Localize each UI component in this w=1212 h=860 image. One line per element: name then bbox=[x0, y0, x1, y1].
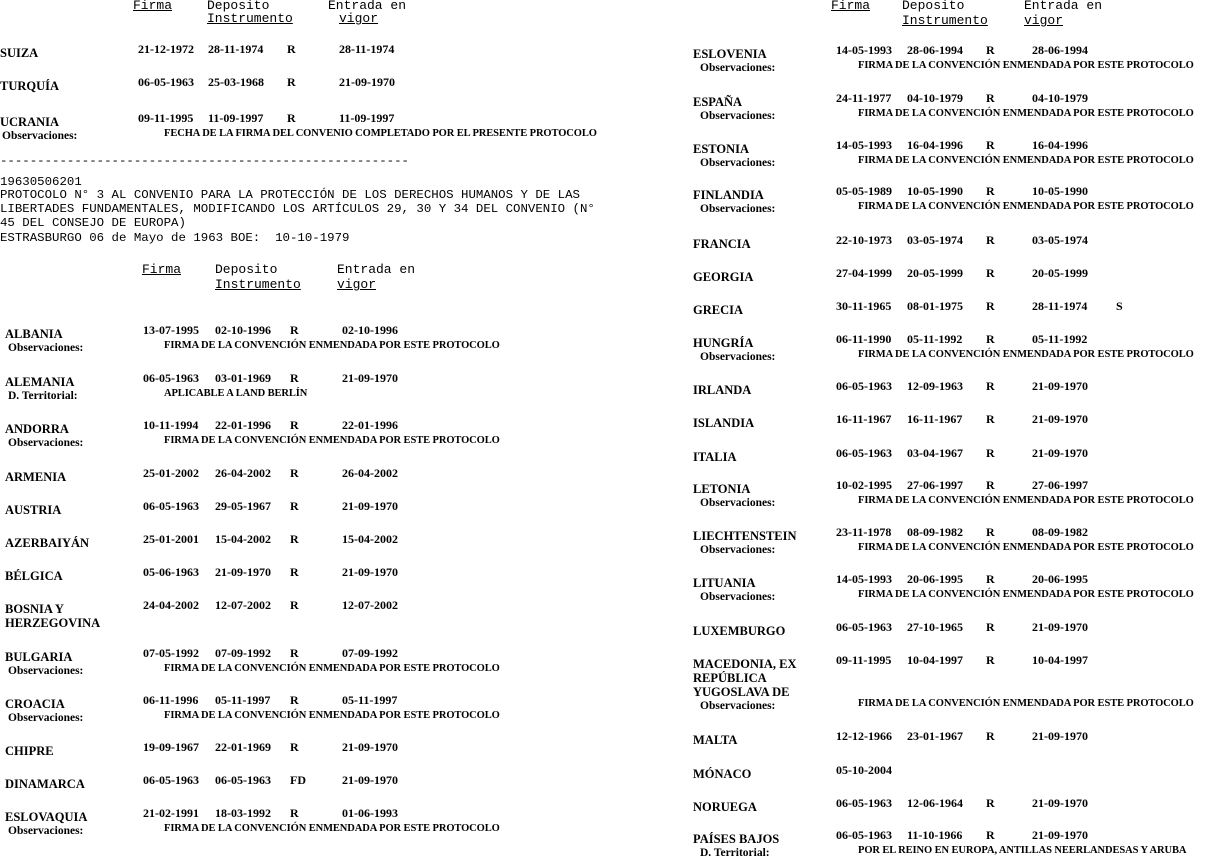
cell-firma: 06-11-1990 bbox=[836, 332, 892, 346]
cell-firma: 09-11-1995 bbox=[138, 111, 194, 125]
column-header-entrada-2: Entrada en bbox=[337, 262, 416, 277]
observations-text: FIRMA DE LA CONVENCIÓN ENMENDADA POR ESTE PROTOCOLO bbox=[858, 155, 1194, 166]
cell-deposito: 26-04-2002 bbox=[215, 466, 271, 480]
cell-tipo: R bbox=[290, 806, 299, 820]
cell-deposito: 25-03-1968 bbox=[208, 75, 264, 89]
country-name-line: AUSTRIA bbox=[5, 503, 62, 517]
cell-deposito: 10-05-1990 bbox=[907, 184, 963, 198]
column-header-instrumento: Instrumento bbox=[207, 11, 293, 26]
country-name-line: ESTONIA bbox=[693, 142, 750, 156]
cell-firma: 10-02-1995 bbox=[836, 478, 892, 492]
country-name-line: ALBANIA bbox=[5, 327, 63, 341]
cell-deposito: 28-06-1994 bbox=[907, 43, 963, 57]
observations-label: Observaciones: bbox=[700, 110, 776, 122]
cell-firma: 22-10-1973 bbox=[836, 233, 892, 247]
country-name-line: ITALIA bbox=[693, 450, 737, 464]
column-header-vigor-2: vigor bbox=[337, 277, 377, 292]
cell-firma: 21-12-1972 bbox=[138, 42, 194, 56]
cell-tipo: R bbox=[986, 91, 995, 105]
country-name bbox=[693, 336, 753, 350]
cell-firma: 14-05-1993 bbox=[836, 43, 892, 57]
separator-line: ------------------------------------------------------- bbox=[0, 154, 409, 168]
cell-deposito: 03-05-1974 bbox=[907, 233, 963, 247]
cell-tipo: R bbox=[986, 266, 995, 280]
cell-vigor: 12-07-2002 bbox=[342, 598, 398, 612]
cell-tipo: R bbox=[287, 42, 296, 56]
cell-firma: 10-11-1994 bbox=[143, 418, 199, 432]
country-name bbox=[693, 237, 751, 251]
observations-text: FIRMA DE LA CONVENCIÓN ENMENDADA POR ESTE PROTOCOLO bbox=[164, 663, 500, 674]
cell-vigor: 01-06-1993 bbox=[342, 806, 398, 820]
cell-tipo: R bbox=[290, 565, 299, 579]
cell-firma: 06-05-1963 bbox=[138, 75, 194, 89]
cell-vigor: 21-09-1970 bbox=[1032, 620, 1088, 634]
country-name-line: HUNGRÍA bbox=[693, 336, 754, 350]
cell-tipo: R bbox=[986, 43, 995, 57]
country-name-line: LETONIA bbox=[693, 482, 751, 496]
treaty-title-line-1: PROTOCOLO N° 3 AL CONVENIO PARA LA PROTECCIÓN DE LOS DERECHOS HUMANOS Y DE LAS bbox=[0, 188, 580, 202]
observations-text: FIRMA DE LA CONVENCIÓN ENMENDADA POR ESTE PROTOCOLO bbox=[858, 495, 1194, 506]
country-name-line: REPÚBLICA bbox=[693, 671, 767, 685]
observations-label: Observaciones: bbox=[700, 497, 776, 509]
country-name bbox=[693, 450, 737, 464]
cell-deposito: 08-09-1982 bbox=[907, 525, 963, 539]
cell-extra: S bbox=[1116, 299, 1123, 313]
cell-firma: 06-05-1963 bbox=[836, 446, 892, 460]
cell-firma: 14-05-1993 bbox=[836, 138, 892, 152]
country-name bbox=[5, 810, 87, 824]
treaty-code: 19630506201 bbox=[0, 175, 82, 189]
observations-label: Observaciones: bbox=[700, 591, 776, 603]
observations-label: Observaciones: bbox=[700, 700, 776, 712]
cell-firma: 06-05-1963 bbox=[836, 796, 892, 810]
cell-firma: 06-05-1963 bbox=[836, 620, 892, 634]
cell-deposito: 28-11-1974 bbox=[208, 42, 264, 56]
country-name-line: AZERBAIYÁN bbox=[5, 536, 90, 550]
country-name bbox=[693, 576, 756, 590]
cell-deposito: 23-01-1967 bbox=[907, 729, 963, 743]
cell-vigor: 21-09-1970 bbox=[342, 740, 398, 754]
country-name bbox=[5, 569, 63, 583]
treaty-title-line-3: 45 DEL CONSEJO DE EUROPA) bbox=[0, 216, 186, 230]
cell-tipo: R bbox=[986, 729, 995, 743]
country-name bbox=[0, 46, 38, 60]
observations-text: FIRMA DE LA CONVENCIÓN ENMENDADA POR ESTE PROTOCOLO bbox=[858, 108, 1194, 119]
column-header-firma-2: Firma bbox=[142, 262, 182, 277]
cell-firma: 23-11-1978 bbox=[836, 525, 892, 539]
observations-label: Observaciones: bbox=[2, 130, 78, 142]
cell-firma: 06-11-1996 bbox=[143, 693, 199, 707]
cell-tipo: R bbox=[290, 466, 299, 480]
cell-tipo: R bbox=[986, 379, 995, 393]
cell-deposito: 27-06-1997 bbox=[907, 478, 963, 492]
cell-vigor: 10-04-1997 bbox=[1032, 653, 1088, 667]
country-name-line: YUGOSLAVA DE bbox=[693, 685, 790, 699]
cell-firma: 30-11-1965 bbox=[836, 299, 892, 313]
country-name-line: TURQUÍA bbox=[0, 79, 60, 93]
country-name-line: FINLANDIA bbox=[693, 188, 764, 202]
cell-vigor: 27-06-1997 bbox=[1032, 478, 1088, 492]
cell-deposito: 05-11-1992 bbox=[907, 332, 963, 346]
country-name bbox=[0, 115, 59, 129]
observations-text: FIRMA DE LA CONVENCIÓN ENMENDADA POR ESTE PROTOCOLO bbox=[858, 349, 1194, 360]
cell-firma: 16-11-1967 bbox=[836, 412, 892, 426]
cell-vigor: 21-09-1970 bbox=[1032, 828, 1088, 842]
country-name bbox=[693, 733, 737, 747]
cell-tipo: R bbox=[986, 184, 995, 198]
cell-firma: 13-07-1995 bbox=[143, 323, 199, 337]
observations-label: Observaciones: bbox=[700, 62, 776, 74]
cell-deposito: 22-01-1996 bbox=[215, 418, 271, 432]
cell-tipo: R bbox=[290, 646, 299, 660]
country-name-line: PAÍSES BAJOS bbox=[693, 832, 780, 846]
observations-text: FIRMA DE LA CONVENCIÓN ENMENDADA POR ESTE PROTOCOLO bbox=[164, 823, 500, 834]
column-header-entrada: Entrada en bbox=[328, 0, 407, 13]
country-name-line: ESLOVAQUIA bbox=[5, 810, 88, 824]
cell-tipo: R bbox=[290, 598, 299, 612]
cell-tipo: R bbox=[290, 371, 299, 385]
country-name-line: MALTA bbox=[693, 733, 738, 747]
country-name-line: GRECIA bbox=[693, 303, 744, 317]
cell-deposito: 20-06-1995 bbox=[907, 572, 963, 586]
country-name bbox=[693, 95, 742, 109]
cell-tipo: R bbox=[290, 499, 299, 513]
cell-vigor: 21-09-1970 bbox=[1032, 379, 1088, 393]
cell-tipo: R bbox=[986, 299, 995, 313]
observations-text: FIRMA DE LA CONVENCIÓN ENMENDADA POR ESTE PROTOCOLO bbox=[164, 710, 500, 721]
country-name-line: MÓNACO bbox=[693, 767, 752, 781]
column-header-deposito-2: Deposito bbox=[215, 262, 278, 277]
cell-tipo: R bbox=[986, 332, 995, 346]
cell-vigor: 05-11-1992 bbox=[1032, 332, 1088, 346]
cell-deposito: 05-11-1997 bbox=[215, 693, 271, 707]
cell-tipo: R bbox=[290, 532, 299, 546]
cell-vigor: 21-09-1970 bbox=[342, 565, 398, 579]
country-name bbox=[693, 624, 785, 638]
cell-firma: 19-09-1967 bbox=[143, 740, 199, 754]
cell-deposito: 02-10-1996 bbox=[215, 323, 271, 337]
cell-deposito: 18-03-1992 bbox=[215, 806, 271, 820]
cell-firma: 05-06-1963 bbox=[143, 565, 199, 579]
cell-vigor: 21-09-1970 bbox=[342, 499, 398, 513]
cell-tipo: R bbox=[986, 412, 995, 426]
cell-firma: 12-12-1966 bbox=[836, 729, 892, 743]
column-header-vigor: vigor bbox=[339, 11, 379, 26]
cell-vigor: 26-04-2002 bbox=[342, 466, 398, 480]
country-name bbox=[5, 602, 100, 630]
cell-vigor: 15-04-2002 bbox=[342, 532, 398, 546]
country-name bbox=[693, 47, 767, 61]
cell-tipo: R bbox=[986, 478, 995, 492]
cell-vigor: 28-11-1974 bbox=[1032, 299, 1088, 313]
cell-deposito: 03-04-1967 bbox=[907, 446, 963, 460]
observations-text: POR EL REINO EN EUROPA, ANTILLAS NEERLANDESAS Y ARUBA bbox=[858, 845, 1187, 856]
observations-label: Observaciones: bbox=[700, 544, 776, 556]
cell-firma: 07-05-1992 bbox=[143, 646, 199, 660]
observations-label: D. Territorial: bbox=[8, 390, 78, 402]
cell-firma: 25-01-2002 bbox=[143, 466, 199, 480]
cell-vigor: 21-09-1970 bbox=[1032, 446, 1088, 460]
cell-tipo: FD bbox=[290, 773, 306, 787]
country-name bbox=[693, 657, 796, 699]
country-name-line: LUXEMBURGO bbox=[693, 624, 786, 638]
cell-deposito: 08-01-1975 bbox=[907, 299, 963, 313]
cell-vigor: 21-09-1970 bbox=[1032, 729, 1088, 743]
cell-vigor: 03-05-1974 bbox=[1032, 233, 1088, 247]
cell-firma: 24-04-2002 bbox=[143, 598, 199, 612]
cell-vigor: 08-09-1982 bbox=[1032, 525, 1088, 539]
country-name bbox=[5, 422, 69, 436]
country-name-line: GEORGIA bbox=[693, 270, 754, 284]
country-name-line: DINAMARCA bbox=[5, 777, 85, 791]
country-name-line: UCRANIA bbox=[0, 115, 60, 129]
country-name-line: ALEMANIA bbox=[5, 375, 75, 389]
cell-vigor: 22-01-1996 bbox=[342, 418, 398, 432]
cell-firma: 06-05-1963 bbox=[836, 828, 892, 842]
cell-firma: 05-05-1989 bbox=[836, 184, 892, 198]
country-name-line: MACEDONIA, EX bbox=[693, 657, 797, 671]
cell-firma: 24-11-1977 bbox=[836, 91, 892, 105]
country-name bbox=[693, 383, 751, 397]
cell-vigor: 05-11-1997 bbox=[342, 693, 398, 707]
observations-text: FIRMA DE LA CONVENCIÓN ENMENDADA POR ESTE PROTOCOLO bbox=[164, 340, 500, 351]
cell-deposito: 15-04-2002 bbox=[215, 532, 271, 546]
country-name-line: BÉLGICA bbox=[5, 569, 63, 583]
country-name bbox=[0, 79, 59, 93]
observations-text: FIRMA DE LA CONVENCIÓN ENMENDADA POR ESTE PROTOCOLO bbox=[858, 542, 1194, 553]
country-name-line: HERZEGOVINA bbox=[5, 616, 101, 630]
cell-deposito: 10-04-1997 bbox=[907, 653, 963, 667]
column-header-deposito: Deposito bbox=[207, 0, 270, 13]
country-name-line: ANDORRA bbox=[5, 422, 69, 436]
country-name bbox=[5, 697, 65, 711]
cell-deposito: 22-01-1969 bbox=[215, 740, 271, 754]
country-name bbox=[693, 416, 754, 430]
cell-firma: 06-05-1963 bbox=[143, 773, 199, 787]
country-name bbox=[693, 270, 753, 284]
observations-label: Observaciones: bbox=[8, 825, 84, 837]
country-name bbox=[5, 650, 72, 664]
cell-tipo: R bbox=[986, 525, 995, 539]
cell-firma: 21-02-1991 bbox=[143, 806, 199, 820]
column-header-entrada-right: Entrada en bbox=[1024, 0, 1103, 13]
treaty-place-date: ESTRASBURGO 06 de Mayo de 1963 BOE: 10-10-1979 bbox=[0, 231, 350, 245]
cell-firma: 06-05-1963 bbox=[836, 379, 892, 393]
country-name-line: FRANCIA bbox=[693, 237, 751, 251]
cell-deposito: 12-07-2002 bbox=[215, 598, 271, 612]
cell-vigor: 16-04-1996 bbox=[1032, 138, 1088, 152]
column-header-firma-right: Firma bbox=[831, 0, 871, 13]
cell-deposito: 04-10-1979 bbox=[907, 91, 963, 105]
cell-deposito: 11-09-1997 bbox=[208, 111, 264, 125]
country-name-line: BULGARIA bbox=[5, 650, 73, 664]
cell-firma: 06-05-1963 bbox=[143, 371, 199, 385]
country-name bbox=[693, 188, 764, 202]
cell-firma: 06-05-1963 bbox=[143, 499, 199, 513]
cell-firma: 05-10-2004 bbox=[836, 763, 892, 777]
cell-vigor: 28-11-1974 bbox=[339, 42, 395, 56]
observations-text: FIRMA DE LA CONVENCIÓN ENMENDADA POR ESTE PROTOCOLO bbox=[858, 60, 1194, 71]
cell-deposito: 21-09-1970 bbox=[215, 565, 271, 579]
cell-tipo: R bbox=[290, 740, 299, 754]
cell-tipo: R bbox=[287, 111, 296, 125]
cell-vigor: 11-09-1997 bbox=[339, 111, 395, 125]
column-header-deposito-right: Deposito bbox=[902, 0, 965, 13]
cell-deposito: 16-04-1996 bbox=[907, 138, 963, 152]
observations-label: Observaciones: bbox=[8, 437, 84, 449]
cell-vigor: 21-09-1970 bbox=[339, 75, 395, 89]
country-name bbox=[693, 529, 797, 543]
country-name bbox=[693, 303, 743, 317]
country-name-line: NORUEGA bbox=[693, 800, 757, 814]
cell-firma: 09-11-1995 bbox=[836, 653, 892, 667]
country-name bbox=[5, 777, 85, 791]
country-name bbox=[5, 536, 89, 550]
country-name bbox=[693, 832, 779, 846]
country-name-line: LIECHTENSTEIN bbox=[693, 529, 797, 543]
observations-text: FIRMA DE LA CONVENCIÓN ENMENDADA POR ESTE PROTOCOLO bbox=[858, 589, 1194, 600]
observations-label: Observaciones: bbox=[700, 157, 776, 169]
country-name-line: ESPAÑA bbox=[693, 95, 743, 109]
observations-text: FIRMA DE LA CONVENCIÓN ENMENDADA POR ESTE PROTOCOLO bbox=[164, 435, 500, 446]
cell-deposito: 06-05-1963 bbox=[215, 773, 271, 787]
observations-label: Observaciones: bbox=[8, 712, 84, 724]
cell-vigor: 21-09-1970 bbox=[1032, 412, 1088, 426]
cell-vigor: 20-05-1999 bbox=[1032, 266, 1088, 280]
country-name-line: ISLANDIA bbox=[693, 416, 755, 430]
cell-vigor: 21-09-1970 bbox=[1032, 796, 1088, 810]
country-name bbox=[693, 767, 751, 781]
cell-vigor: 20-06-1995 bbox=[1032, 572, 1088, 586]
country-name-line: LITUANIA bbox=[693, 576, 756, 590]
column-header-vigor-right: vigor bbox=[1024, 13, 1064, 28]
country-name-line: SUIZA bbox=[0, 46, 39, 60]
country-name-line: BOSNIA Y bbox=[5, 602, 64, 616]
country-name bbox=[5, 744, 54, 758]
cell-vigor: 07-09-1992 bbox=[342, 646, 398, 660]
cell-vigor: 21-09-1970 bbox=[342, 371, 398, 385]
observations-text: FIRMA DE LA CONVENCIÓN ENMENDADA POR ESTE PROTOCOLO bbox=[858, 698, 1194, 709]
cell-vigor: 28-06-1994 bbox=[1032, 43, 1088, 57]
column-header-instrumento-2: Instrumento bbox=[215, 277, 301, 292]
country-name-line: IRLANDA bbox=[693, 383, 752, 397]
cell-firma: 27-04-1999 bbox=[836, 266, 892, 280]
cell-vigor: 10-05-1990 bbox=[1032, 184, 1088, 198]
cell-firma: 25-01-2001 bbox=[143, 532, 199, 546]
cell-vigor: 04-10-1979 bbox=[1032, 91, 1088, 105]
country-name bbox=[5, 327, 63, 341]
country-name bbox=[693, 142, 749, 156]
cell-tipo: R bbox=[290, 693, 299, 707]
cell-deposito: 03-01-1969 bbox=[215, 371, 271, 385]
cell-vigor: 21-09-1970 bbox=[342, 773, 398, 787]
cell-tipo: R bbox=[290, 418, 299, 432]
cell-tipo: R bbox=[986, 620, 995, 634]
cell-deposito: 27-10-1965 bbox=[907, 620, 963, 634]
cell-deposito: 20-05-1999 bbox=[907, 266, 963, 280]
cell-tipo: R bbox=[986, 233, 995, 247]
cell-deposito: 12-06-1964 bbox=[907, 796, 963, 810]
treaty-title-line-2: LIBERTADES FUNDAMENTALES, MODIFICANDO LOS ARTÍCULOS 29, 30 Y 34 DEL CONVENIO (N° bbox=[0, 202, 595, 216]
cell-tipo: R bbox=[986, 138, 995, 152]
cell-tipo: R bbox=[986, 828, 995, 842]
column-header-firma: Firma bbox=[133, 0, 173, 13]
observations-label: Observaciones: bbox=[8, 342, 84, 354]
observations-label: D. Territorial: bbox=[700, 847, 770, 859]
cell-tipo: R bbox=[287, 75, 296, 89]
cell-tipo: R bbox=[986, 796, 995, 810]
cell-tipo: R bbox=[986, 572, 995, 586]
cell-tipo: R bbox=[986, 446, 995, 460]
cell-deposito: 07-09-1992 bbox=[215, 646, 271, 660]
cell-tipo: R bbox=[290, 323, 299, 337]
cell-deposito: 12-09-1963 bbox=[907, 379, 963, 393]
country-name bbox=[693, 800, 757, 814]
observations-text: APLICABLE A LAND BERLÍN bbox=[164, 388, 308, 399]
country-name-line: CHIPRE bbox=[5, 744, 54, 758]
cell-vigor: 02-10-1996 bbox=[342, 323, 398, 337]
country-name bbox=[5, 503, 61, 517]
observations-label: Observaciones: bbox=[700, 351, 776, 363]
cell-deposito: 11-10-1966 bbox=[907, 828, 963, 842]
cell-firma: 14-05-1993 bbox=[836, 572, 892, 586]
country-name bbox=[693, 482, 750, 496]
column-header-instrumento-right: Instrumento bbox=[902, 13, 988, 28]
cell-deposito: 29-05-1967 bbox=[215, 499, 271, 513]
observations-text: FECHA DE LA FIRMA DEL CONVENIO COMPLETADO POR EL PRESENTE PROTOCOLO bbox=[164, 128, 597, 139]
country-name bbox=[5, 470, 66, 484]
observations-label: Observaciones: bbox=[700, 203, 776, 215]
country-name-line: ARMENIA bbox=[5, 470, 67, 484]
country-name-line: ESLOVENIA bbox=[693, 47, 767, 61]
country-name-line: CROACIA bbox=[5, 697, 65, 711]
observations-text: FIRMA DE LA CONVENCIÓN ENMENDADA POR ESTE PROTOCOLO bbox=[858, 201, 1194, 212]
cell-deposito: 16-11-1967 bbox=[907, 412, 963, 426]
observations-label: Observaciones: bbox=[8, 665, 84, 677]
cell-tipo: R bbox=[986, 653, 995, 667]
country-name bbox=[5, 375, 74, 389]
